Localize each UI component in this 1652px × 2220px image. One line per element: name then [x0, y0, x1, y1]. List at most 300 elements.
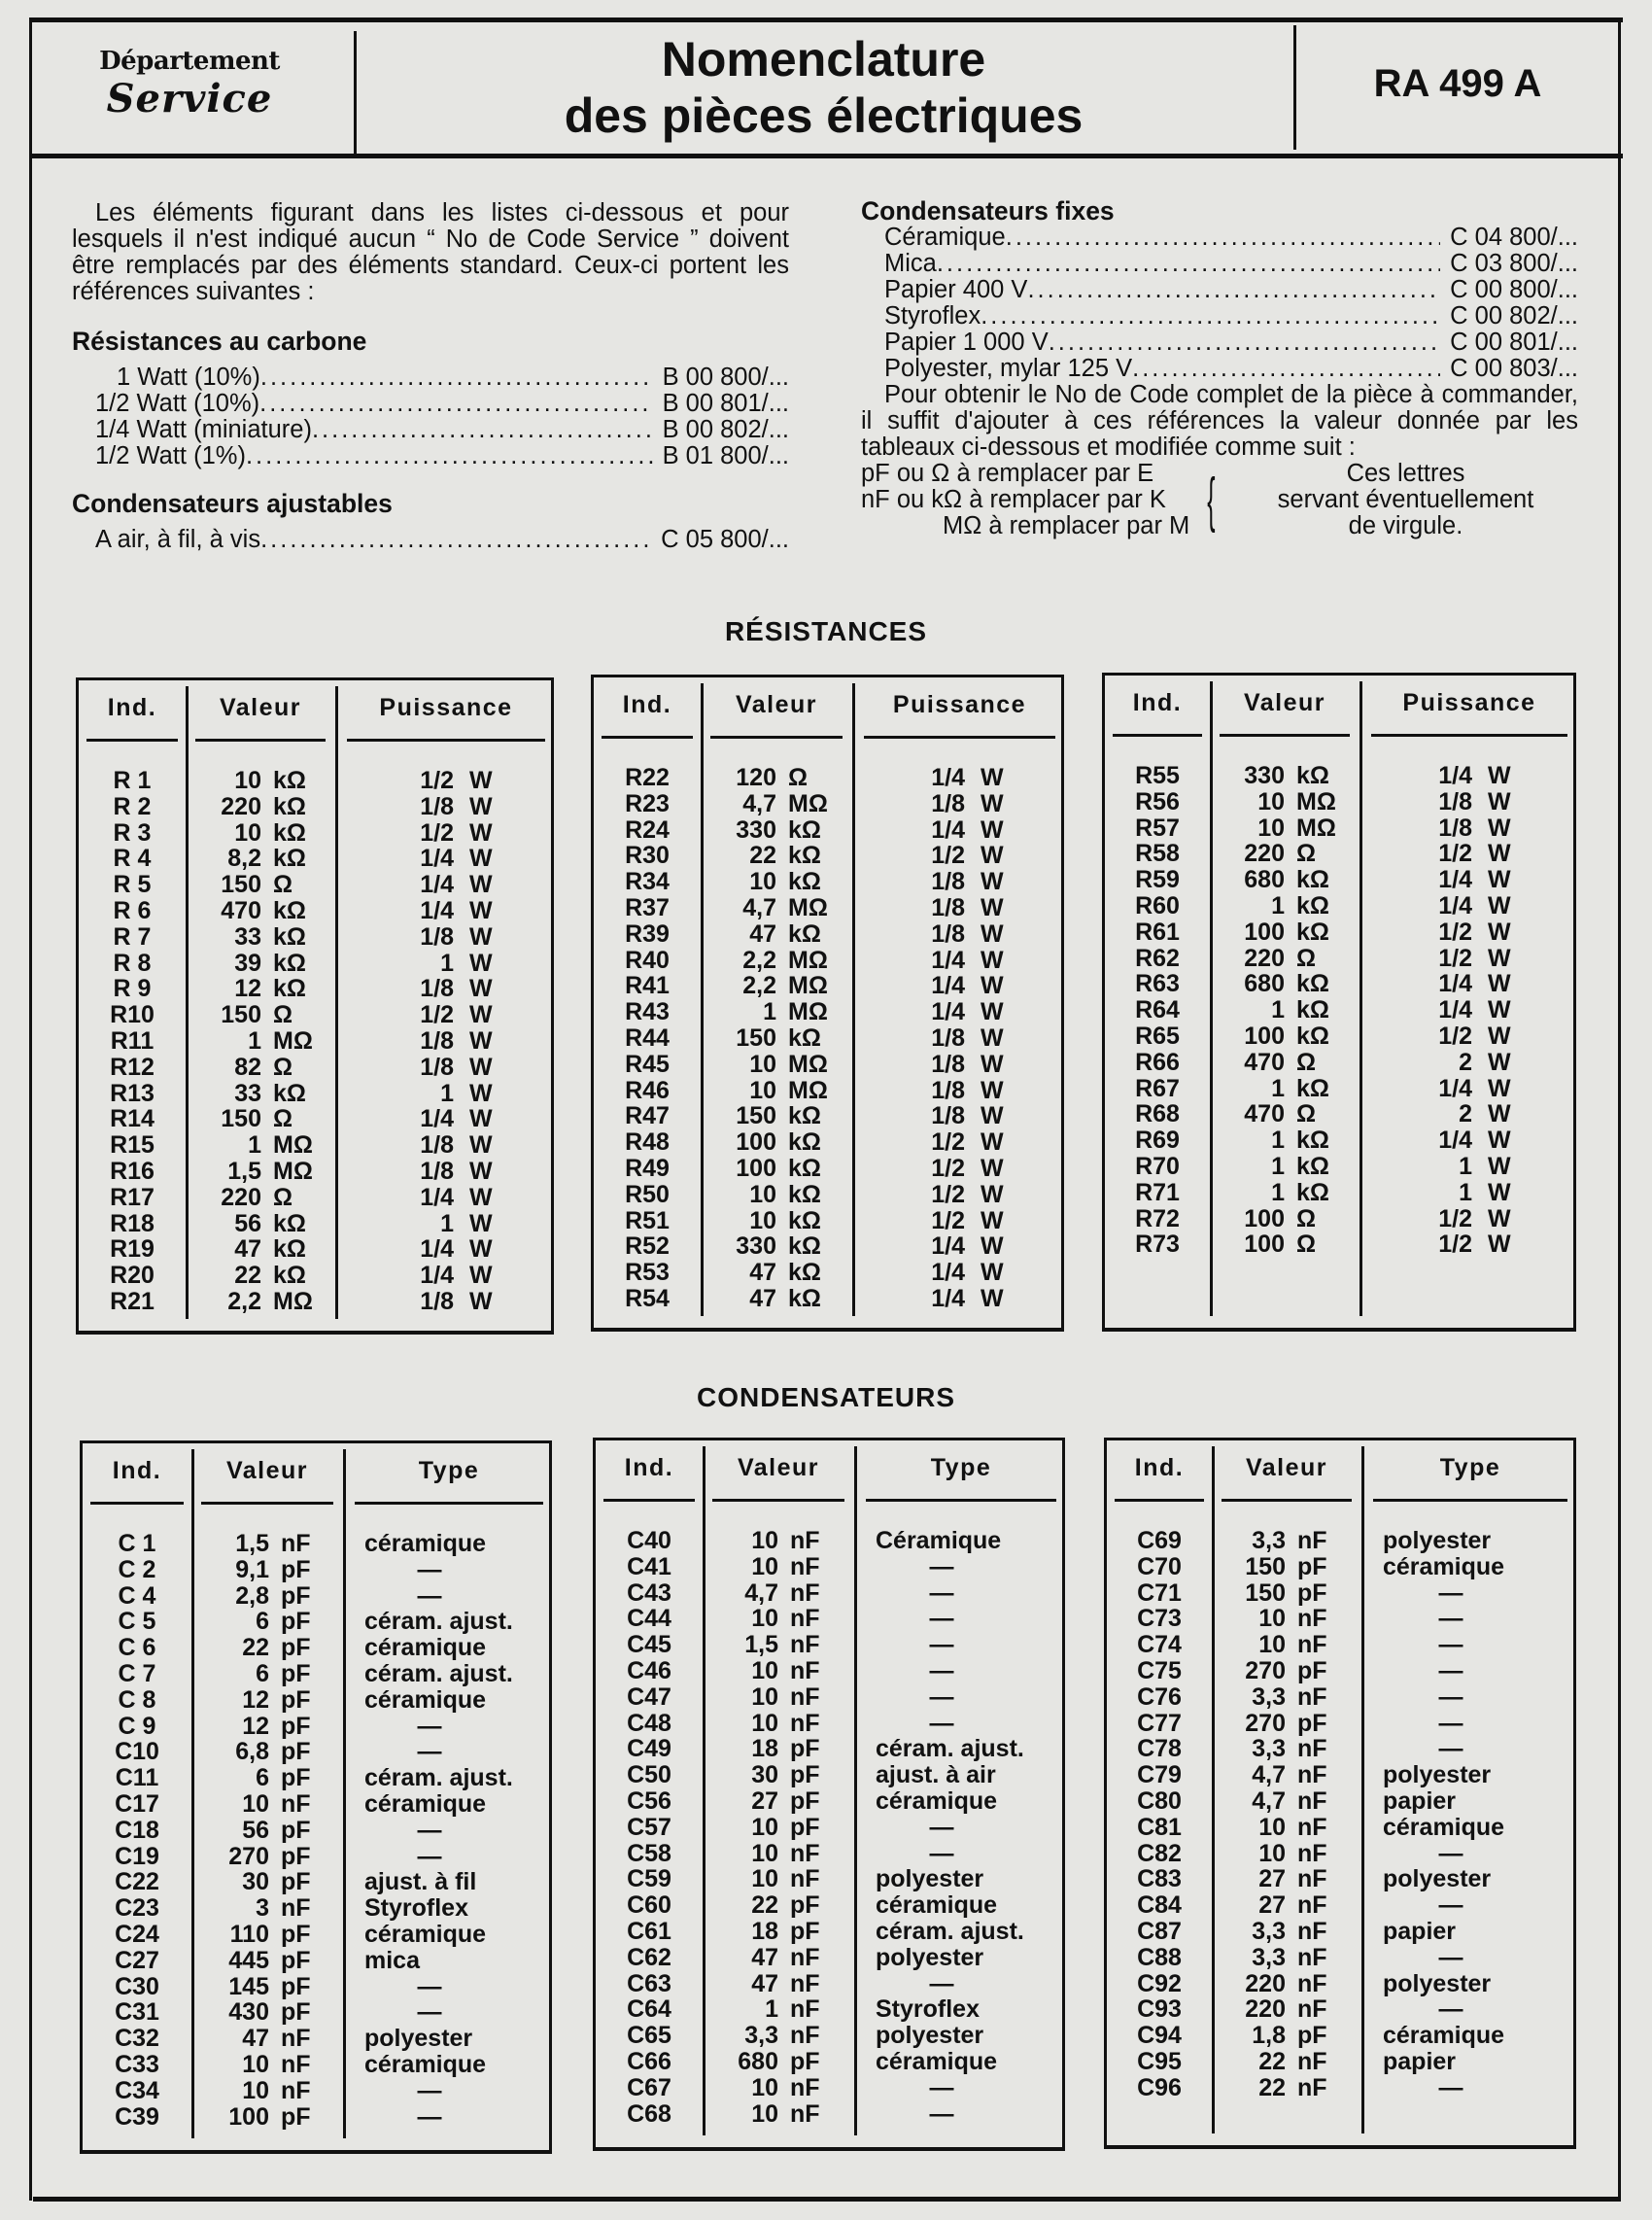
- value-number: 330: [736, 1232, 776, 1261]
- capacitor-type: —: [1438, 2073, 1463, 2101]
- value-number: 10: [1257, 787, 1285, 815]
- value-number: 10: [749, 868, 776, 896]
- header-underline: [195, 739, 326, 742]
- power-unit: W: [1488, 787, 1511, 815]
- table-row: [83, 1635, 549, 1661]
- table-row: [594, 999, 1061, 1025]
- capacitor-type: —: [929, 2099, 954, 2128]
- table-row: [1105, 893, 1573, 919]
- power-number: 1/4: [931, 1284, 965, 1312]
- power-number: 1/4: [1438, 1127, 1472, 1155]
- designator: C48: [627, 1709, 671, 1737]
- value-unit: nF: [790, 1656, 820, 1684]
- value-number: 10: [749, 1076, 776, 1104]
- column-header: Valeur: [1245, 1454, 1328, 1481]
- value-unit: kΩ: [788, 1284, 821, 1312]
- table-row: [83, 1609, 549, 1635]
- value-number: 10: [1257, 814, 1285, 842]
- value-unit: kΩ: [788, 1180, 821, 1208]
- table-row: [594, 895, 1061, 921]
- page-title: [355, 31, 1292, 144]
- value-number: 470: [1244, 1100, 1285, 1128]
- designator: C18: [115, 1816, 159, 1844]
- header-underline: [86, 739, 178, 742]
- table-row: [1105, 1231, 1573, 1258]
- value-number: 1: [1271, 996, 1285, 1024]
- power-unit: W: [981, 1180, 1004, 1208]
- condensateurs-section-title: CONDENSATEURS: [696, 1382, 956, 1412]
- table-row: [1105, 946, 1573, 972]
- value-number: 12: [234, 975, 261, 1003]
- capacitor-type: céramique: [1383, 1813, 1505, 1841]
- table-row: [83, 2052, 549, 2078]
- power-number: 1/2: [931, 842, 965, 870]
- table-row: [79, 768, 551, 794]
- value-number: 10: [749, 1180, 776, 1208]
- designator: C 9: [118, 1712, 156, 1740]
- value-unit: kΩ: [1296, 918, 1329, 946]
- designator: C 8: [118, 1685, 156, 1714]
- value-unit: kΩ: [788, 1102, 821, 1130]
- power-number: 1/2: [931, 1128, 965, 1157]
- column-header: Type: [418, 1457, 480, 1484]
- value-unit: nF: [1297, 1631, 1327, 1659]
- designator: R52: [625, 1232, 670, 1261]
- value-number: 1: [248, 1026, 261, 1055]
- capacitor-type: —: [929, 1839, 954, 1867]
- designator: R10: [110, 1001, 155, 1029]
- value-unit: kΩ: [1296, 1178, 1329, 1206]
- table-row: [83, 1765, 549, 1791]
- capacitor-type: —: [1438, 1943, 1463, 1971]
- power-unit: W: [469, 871, 493, 899]
- designator: C84: [1137, 1891, 1182, 1920]
- intro-right-column: [861, 198, 1578, 539]
- table-row: [596, 1554, 1062, 1580]
- table-row: [596, 1996, 1062, 2023]
- column-header: Type: [930, 1454, 992, 1481]
- header-underline: [201, 1502, 333, 1505]
- table-row: [596, 1866, 1062, 1892]
- designator: C95: [1137, 2047, 1182, 2075]
- value-number: 1: [1271, 1074, 1285, 1102]
- power-number: 1/8: [931, 1023, 965, 1052]
- power-unit: W: [1488, 1022, 1511, 1050]
- capacitor-type: —: [417, 1581, 442, 1610]
- power-number: 1/8: [420, 1026, 454, 1055]
- table-row: [594, 1129, 1061, 1156]
- header-underline: [710, 736, 843, 739]
- column-header: Valeur: [219, 694, 302, 721]
- power-number: 1/8: [931, 1076, 965, 1104]
- value-unit: pF: [281, 1842, 311, 1870]
- power-number: 1: [440, 1079, 454, 1107]
- value-unit: kΩ: [1296, 1022, 1329, 1050]
- column-header: Ind.: [112, 1457, 162, 1484]
- designator: R54: [625, 1284, 670, 1312]
- capacitor-type: —: [1438, 1578, 1463, 1607]
- power-unit: W: [981, 1284, 1004, 1312]
- capacitor-type: —: [929, 1682, 954, 1711]
- header-underline: [1113, 734, 1202, 737]
- header-underline: [602, 736, 693, 739]
- table-row: [79, 1106, 551, 1132]
- power-number: 1/4: [931, 946, 965, 974]
- table-row: [596, 2101, 1062, 2128]
- power-unit: W: [981, 1102, 1004, 1130]
- value-number: 470: [1244, 1048, 1285, 1076]
- designator: C96: [1137, 2073, 1182, 2101]
- table-row: [596, 2075, 1062, 2101]
- value-unit: pF: [281, 1608, 311, 1636]
- capacitor-type: —: [417, 1842, 442, 1870]
- value-unit: pF: [281, 1712, 311, 1740]
- value-number: 47: [751, 1943, 778, 1971]
- table-row: [1107, 1919, 1573, 1945]
- header-underline: [347, 739, 545, 742]
- value-unit: nF: [1297, 1786, 1327, 1815]
- value-number: 270: [1245, 1709, 1286, 1737]
- power-number: 1/2: [931, 1180, 965, 1208]
- value-number: 10: [751, 1839, 778, 1867]
- ref-row: Polyester, mylar 125 V ..... C 00 803/...: [861, 356, 1578, 382]
- designator: R48: [625, 1128, 670, 1157]
- table-row: [594, 1103, 1061, 1129]
- table-row: [1107, 1736, 1573, 1762]
- power-unit: W: [981, 972, 1004, 1000]
- capacitor-type: —: [417, 1738, 442, 1766]
- resistances-carbone-heading: Résistances au carbone: [72, 327, 367, 356]
- table-row: [1107, 1945, 1573, 1971]
- designator: C78: [1137, 1735, 1182, 1763]
- value-unit: pF: [281, 1738, 311, 1766]
- capacitor-type: —: [929, 1578, 954, 1607]
- value-number: 10: [1258, 1839, 1286, 1867]
- designator: C44: [627, 1605, 671, 1633]
- value-number: 430: [228, 1998, 269, 2027]
- value-number: 47: [242, 2025, 269, 2053]
- designator: R69: [1135, 1127, 1180, 1155]
- power-number: 1/4: [1438, 996, 1472, 1024]
- table-row: [596, 1736, 1062, 1762]
- value-number: 1: [1271, 1178, 1285, 1206]
- power-unit: W: [469, 1001, 493, 1029]
- power-unit: W: [1488, 1074, 1511, 1102]
- column-header: Puissance: [379, 694, 513, 721]
- table-row: [1107, 1528, 1573, 1554]
- power-unit: W: [1488, 866, 1511, 894]
- power-unit: W: [981, 1259, 1004, 1287]
- table-row: [79, 1028, 551, 1055]
- designator: R34: [625, 868, 670, 896]
- capacitor-table-2: [593, 1438, 1065, 2151]
- power-number: 1/8: [931, 893, 965, 921]
- ref-row: Papier 400 V ..... C 00 800/...: [861, 277, 1578, 303]
- power-number: 1/4: [931, 1232, 965, 1261]
- value-unit: nF: [790, 2022, 820, 2050]
- designator: C39: [115, 2102, 159, 2131]
- capacitor-type: —: [417, 1712, 442, 1740]
- value-number: 150: [736, 1023, 776, 1052]
- designator: R22: [625, 764, 670, 791]
- table-body: [1107, 1528, 1573, 2101]
- designator: C41: [627, 1552, 671, 1580]
- table-row: [596, 1658, 1062, 1684]
- designator: C57: [627, 1813, 671, 1841]
- power-number: 1/2: [1438, 918, 1472, 946]
- value-number: 8,2: [227, 845, 261, 873]
- value-number: 33: [234, 922, 261, 951]
- power-unit: W: [469, 1105, 493, 1133]
- header-top-rule: [29, 17, 1623, 22]
- column-header: Type: [1439, 1454, 1501, 1481]
- table-row: [79, 820, 551, 847]
- designator: C 6: [118, 1634, 156, 1662]
- designator: R44: [625, 1023, 670, 1052]
- capacitor-type: —: [929, 2073, 954, 2101]
- table-row: [83, 2078, 549, 2104]
- capacitor-type: céram. ajust.: [364, 1764, 513, 1792]
- value-number: 47: [749, 919, 776, 948]
- power-number: 1/4: [420, 845, 454, 873]
- designator: R15: [110, 1131, 155, 1160]
- value-number: 12: [242, 1685, 269, 1714]
- value-number: 1: [1271, 1152, 1285, 1180]
- designator: C56: [627, 1786, 671, 1815]
- substitution-pf: pF ou Ω à remplacer par E: [861, 460, 1154, 487]
- table-row: [596, 1971, 1062, 1997]
- designator: C92: [1137, 1969, 1182, 1997]
- value-unit: nF: [1297, 1605, 1327, 1633]
- column-header: Ind.: [1134, 1454, 1185, 1481]
- table-body: [596, 1528, 1062, 2127]
- value-unit: nF: [790, 1552, 820, 1580]
- value-number: 220: [221, 1183, 261, 1211]
- designator: C88: [1137, 1943, 1182, 1971]
- designator: R66: [1135, 1048, 1180, 1076]
- designator: C10: [115, 1738, 159, 1766]
- value-unit: nF: [790, 1969, 820, 1997]
- value-number: 3,3: [1252, 1735, 1286, 1763]
- power-unit: W: [981, 1206, 1004, 1234]
- power-unit: W: [1488, 1100, 1511, 1128]
- value-number: 1: [1271, 891, 1285, 919]
- capacitor-type: ajust. à fil: [364, 1868, 477, 1896]
- designator: R40: [625, 946, 670, 974]
- power-number: 1/8: [1438, 814, 1472, 842]
- value-unit: pF: [281, 1816, 311, 1844]
- designator: R20: [110, 1262, 155, 1290]
- table-row: [594, 1233, 1061, 1260]
- capacitor-type: Céramique: [876, 1527, 1002, 1554]
- table-row: [1105, 919, 1573, 946]
- value-unit: kΩ: [788, 919, 821, 948]
- table-row: [1107, 1711, 1573, 1737]
- table-row: [79, 898, 551, 924]
- table-row: [79, 1211, 551, 1237]
- designator: R17: [110, 1183, 155, 1211]
- power-unit: W: [1488, 1204, 1511, 1232]
- value-unit: kΩ: [788, 815, 821, 844]
- capacitor-type: —: [1438, 1682, 1463, 1711]
- power-unit: W: [469, 1157, 493, 1185]
- table-row: [83, 1714, 549, 1740]
- designator: R16: [110, 1157, 155, 1185]
- value-unit: nF: [1297, 1995, 1327, 2024]
- capacitor-type: céramique: [876, 2047, 998, 2075]
- designator: C83: [1137, 1865, 1182, 1893]
- value-unit: pF: [790, 1917, 820, 1945]
- power-unit: W: [469, 818, 493, 847]
- designator: R46: [625, 1076, 670, 1104]
- capacitor-type: —: [1438, 1709, 1463, 1737]
- designator: C 4: [118, 1581, 156, 1610]
- resistances-section-title: RÉSISTANCES: [724, 616, 928, 646]
- table-row: [1107, 1632, 1573, 1658]
- value-unit: nF: [1297, 1917, 1327, 1945]
- value-unit: pF: [281, 1972, 311, 2000]
- capacitor-type: céramique: [1383, 2022, 1505, 2050]
- power-unit: W: [1488, 891, 1511, 919]
- capacitor-table-3: [1104, 1438, 1576, 2149]
- value-unit: kΩ: [273, 1262, 306, 1290]
- designator: R72: [1135, 1204, 1180, 1232]
- value-number: 3: [256, 1894, 269, 1923]
- power-number: 1/8: [931, 868, 965, 896]
- substitution-list: [861, 461, 1189, 539]
- designator: R 8: [113, 949, 152, 977]
- capacitor-type: polyester: [1383, 1527, 1492, 1554]
- designator: R11: [110, 1026, 155, 1055]
- value-unit: MΩ: [273, 1131, 313, 1160]
- value-unit: kΩ: [788, 1232, 821, 1261]
- power-number: 1/2: [420, 767, 454, 794]
- table-row: [594, 791, 1061, 817]
- table-row: [1105, 1180, 1573, 1206]
- value-number: 110: [229, 1920, 269, 1948]
- power-number: 1/4: [1438, 891, 1472, 919]
- designator: R50: [625, 1180, 670, 1208]
- power-number: 1/4: [1438, 762, 1472, 789]
- value-number: 18: [751, 1735, 778, 1763]
- table-row: [79, 794, 551, 820]
- value-unit: pF: [1297, 1709, 1327, 1737]
- ref-row: Céramique ..... C 04 800/...: [861, 225, 1578, 251]
- table-row: [594, 1025, 1061, 1052]
- value-unit: MΩ: [788, 946, 828, 974]
- designator: R67: [1135, 1074, 1180, 1102]
- value-unit: nF: [281, 2050, 311, 2078]
- value-unit: Ω: [273, 1183, 293, 1211]
- value-number: 47: [751, 1969, 778, 1997]
- table-row: [79, 1159, 551, 1185]
- power-unit: W: [981, 919, 1004, 948]
- designator: C77: [1137, 1709, 1182, 1737]
- table-row: [594, 1260, 1061, 1286]
- capacitor-type: —: [417, 1972, 442, 2000]
- value-number: 220: [1244, 944, 1285, 972]
- value-unit: kΩ: [273, 845, 306, 873]
- value-number: 3,3: [1252, 1682, 1286, 1711]
- substitution-nf: nF ou kΩ à remplacer par K: [861, 486, 1166, 513]
- value-number: 445: [228, 1946, 269, 1974]
- table-row: [79, 1002, 551, 1028]
- designator: R23: [625, 789, 670, 817]
- power-number: 1/2: [1438, 1231, 1472, 1259]
- power-number: 1/2: [1438, 1022, 1472, 1050]
- ref-row: 1/2 Watt (1%) ..... B 01 800/...: [72, 443, 789, 469]
- designator: C70: [1137, 1552, 1182, 1580]
- value-number: 1: [248, 1131, 261, 1160]
- designator: C73: [1137, 1605, 1182, 1633]
- value-unit: kΩ: [273, 767, 306, 794]
- designator: R39: [625, 919, 670, 948]
- ref-row: A air, à fil, à vis ..... C 05 800/...: [72, 527, 789, 553]
- power-number: 1/4: [420, 1183, 454, 1211]
- value-number: 2,2: [742, 972, 776, 1000]
- value-unit: pF: [790, 1735, 820, 1763]
- designator: R56: [1135, 787, 1180, 815]
- value-unit: pF: [790, 1891, 820, 1920]
- value-number: 330: [1244, 762, 1285, 789]
- designator: C75: [1137, 1656, 1182, 1684]
- value-number: 2,8: [235, 1581, 269, 1610]
- table-row: [596, 1892, 1062, 1919]
- value-unit: nF: [1297, 1891, 1327, 1920]
- table-row: [594, 843, 1061, 869]
- value-number: 10: [749, 1050, 776, 1078]
- capacitor-type: polyester: [876, 1943, 984, 1971]
- value-unit: pF: [790, 1813, 820, 1841]
- table-row: [83, 1531, 549, 1557]
- value-number: 120: [736, 764, 776, 791]
- table-row: [594, 1078, 1061, 1104]
- value-number: 100: [1244, 1022, 1285, 1050]
- value-number: 10: [234, 818, 261, 847]
- value-unit: pF: [281, 1555, 311, 1583]
- ref-row: 1/4 Watt (miniature) ..... B 00 802/...: [72, 417, 789, 443]
- table-row: [1105, 997, 1573, 1023]
- power-unit: W: [981, 1232, 1004, 1261]
- value-unit: Ω: [1296, 1231, 1317, 1259]
- designator: C34: [115, 2076, 159, 2104]
- value-unit: MΩ: [1296, 787, 1336, 815]
- header-underline: [603, 1499, 695, 1502]
- value-unit: MΩ: [1296, 814, 1336, 842]
- table-row: [79, 924, 551, 951]
- table-row: [1107, 1684, 1573, 1711]
- designator: R62: [1135, 944, 1180, 972]
- header-underline: [712, 1499, 844, 1502]
- designator: C17: [115, 1789, 159, 1818]
- table-row: [596, 1841, 1062, 1867]
- value-number: 680: [738, 2047, 778, 2075]
- value-unit: kΩ: [273, 896, 306, 924]
- designator: C63: [627, 1969, 671, 1997]
- condensateurs-ajustables-list: [72, 527, 789, 553]
- value-unit: Ω: [1296, 1100, 1317, 1128]
- designator: C33: [115, 2050, 159, 2078]
- table-row: [83, 2104, 549, 2131]
- table-row: [594, 1052, 1061, 1078]
- value-number: 3,3: [1252, 1527, 1286, 1554]
- header-underline: [90, 1502, 184, 1505]
- designator: C23: [115, 1894, 159, 1923]
- power-unit: W: [469, 975, 493, 1003]
- substitution-note: Ces lettres servant éventuellement de virgule.: [1277, 460, 1534, 539]
- table-row: [1105, 789, 1573, 815]
- power-unit: W: [469, 1262, 493, 1290]
